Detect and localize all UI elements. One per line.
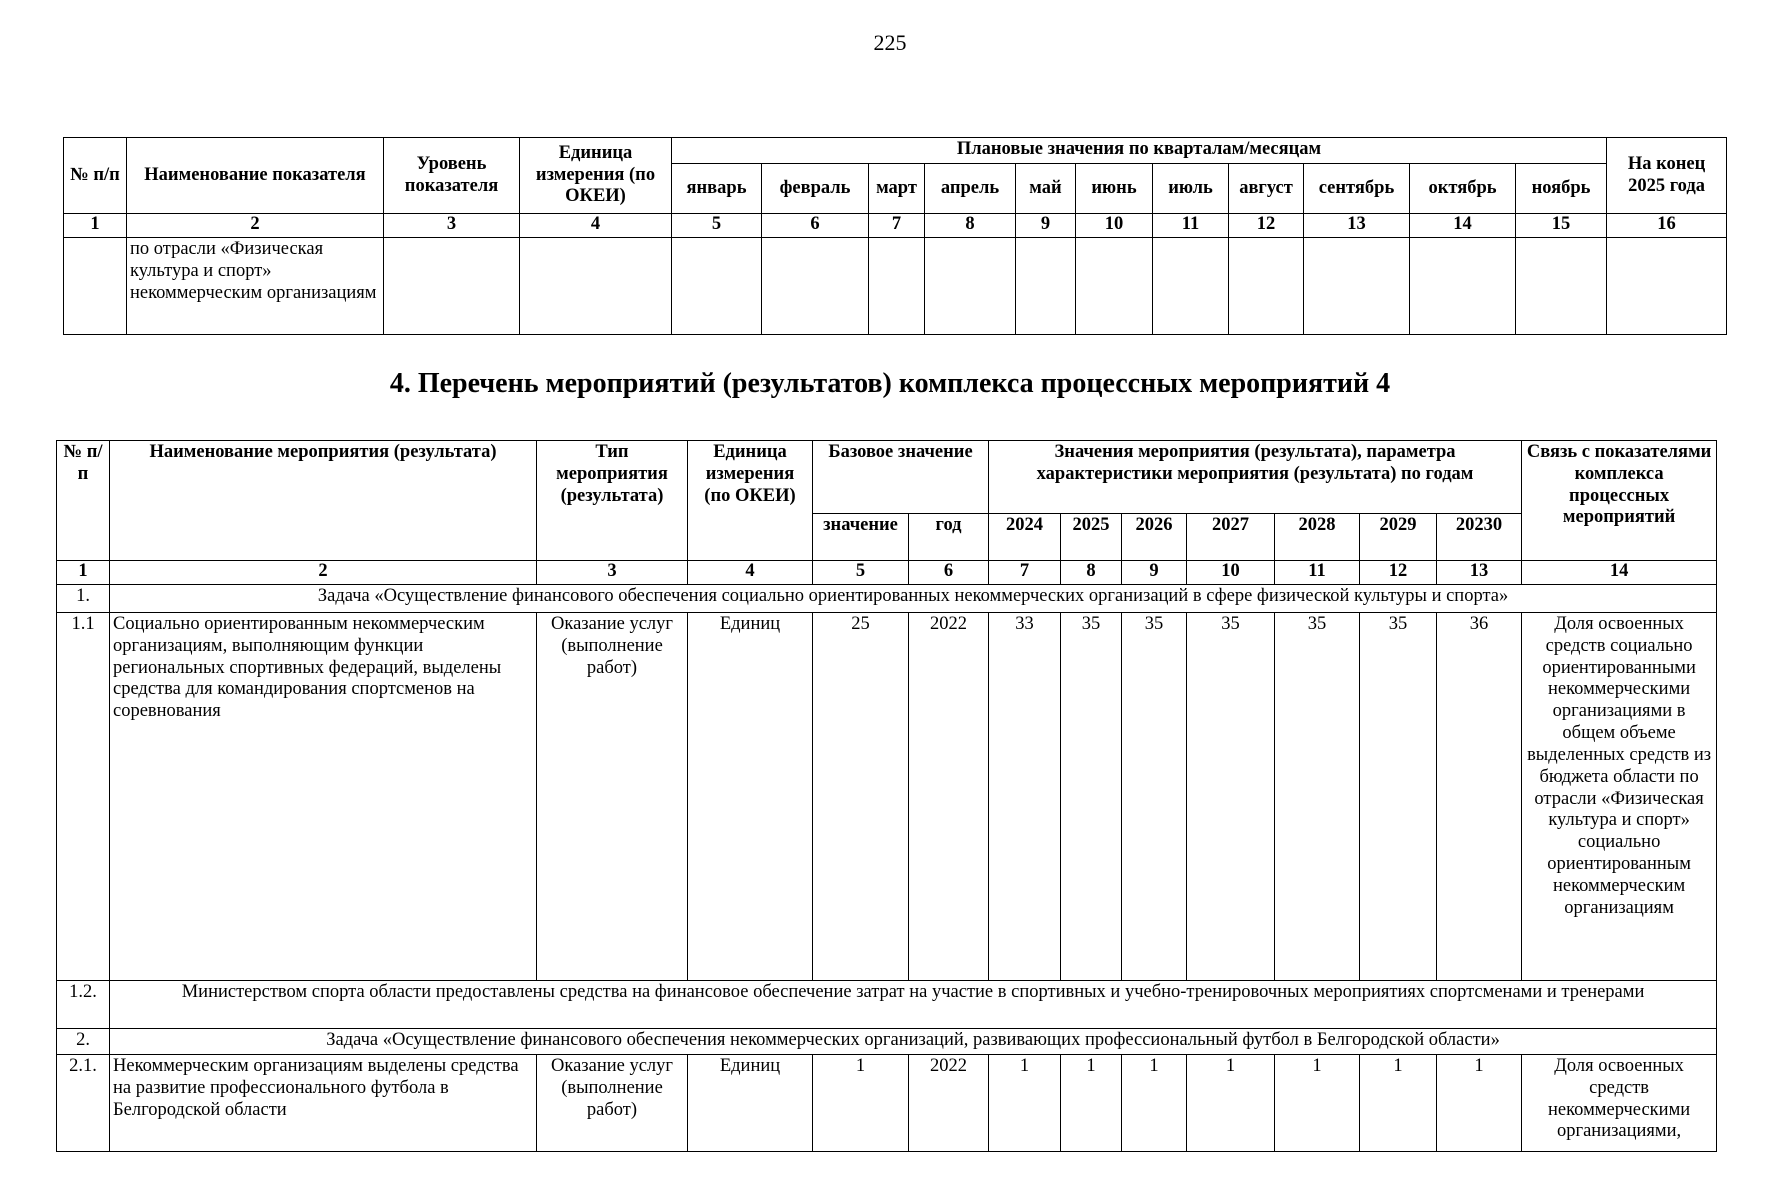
year-header: 2026 bbox=[1122, 514, 1187, 561]
year-value: 1 bbox=[1122, 1055, 1187, 1152]
col-number: 13 bbox=[1437, 561, 1522, 585]
task-title: Задача «Осуществление финансового обеспечения некоммерческих организаций, развивающих профессиональный футбол в Белгородской области» bbox=[110, 1029, 1717, 1055]
col-header-name: Наименование мероприятия (результата) bbox=[110, 441, 537, 561]
col-header-unit: Единица измерения (по ОКЕИ) bbox=[520, 138, 672, 214]
measure-type: Оказание услуг (выполнение работ) bbox=[537, 613, 688, 981]
col-header-num: № п/п bbox=[64, 138, 127, 214]
year-value: 1 bbox=[1437, 1055, 1522, 1152]
measure-name: Социально ориентированным некоммерческим организациям, выполняющим функции региональных спортивных федераций, выделены средства для командирования спортсменов на соревнования bbox=[110, 613, 537, 981]
year-value: 1 bbox=[1275, 1055, 1360, 1152]
page-number: 225 bbox=[873, 30, 907, 55]
measure-unit: Единиц bbox=[688, 613, 813, 981]
year-value: 1 bbox=[989, 1055, 1061, 1152]
month-header: октябрь bbox=[1410, 164, 1516, 214]
year-header: 20230 bbox=[1437, 514, 1522, 561]
empty-cell bbox=[1516, 238, 1607, 335]
col-number: 16 bbox=[1607, 214, 1727, 238]
task-number: 1. bbox=[57, 585, 110, 613]
year-header: 2029 bbox=[1360, 514, 1437, 561]
row-text: Министерством спорта области предоставлены средства на финансовое обеспечение затрат на участие в спортивных и учебно-тренировочных мероприятиях спортсменами и тренерами bbox=[110, 981, 1717, 1029]
row-number: 1.2. bbox=[57, 981, 110, 1029]
col-number: 1 bbox=[57, 561, 110, 585]
col-number: 2 bbox=[127, 214, 384, 238]
col-header-base-value: значение bbox=[813, 514, 909, 561]
col-header-level: Уровень показателя bbox=[384, 138, 520, 214]
col-header-type: Тип мероприятия (результата) bbox=[537, 441, 688, 561]
task-number: 2. bbox=[57, 1029, 110, 1055]
col-number: 12 bbox=[1360, 561, 1437, 585]
col-number: 5 bbox=[813, 561, 909, 585]
measures-table bbox=[56, 440, 1717, 1152]
empty-cell bbox=[869, 238, 925, 335]
linked-indicator: Доля освоенных средств некоммерческими организациями, bbox=[1522, 1055, 1717, 1152]
col-header-link: Связь с показателями комплекса процессных мероприятий bbox=[1522, 441, 1717, 561]
col-number: 14 bbox=[1410, 214, 1516, 238]
empty-cell bbox=[384, 238, 520, 335]
month-header: июль bbox=[1153, 164, 1229, 214]
col-header-values-group: Значения мероприятия (результата), параметра характеристики мероприятия (результата) по годам bbox=[989, 441, 1522, 514]
measure-unit: Единиц bbox=[688, 1055, 813, 1152]
month-header: ноябрь bbox=[1516, 164, 1607, 214]
col-number: 1 bbox=[64, 214, 127, 238]
month-header: февраль bbox=[762, 164, 869, 214]
measure-name: Некоммерческим организациям выделены средства на развитие профессионального футбола в Белгородской области bbox=[110, 1055, 537, 1152]
col-header-unit: Единица измерения (по ОКЕИ) bbox=[688, 441, 813, 561]
month-header: сентябрь bbox=[1304, 164, 1410, 214]
month-header: январь bbox=[672, 164, 762, 214]
col-number: 4 bbox=[520, 214, 672, 238]
col-number: 8 bbox=[1061, 561, 1122, 585]
col-header-plan-group: Плановые значения по кварталам/месяцам bbox=[672, 138, 1607, 164]
col-header-num: № п/п bbox=[57, 441, 110, 561]
col-number: 10 bbox=[1076, 214, 1153, 238]
base-value: 25 bbox=[813, 613, 909, 981]
col-number: 7 bbox=[869, 214, 925, 238]
month-header: апрель bbox=[925, 164, 1016, 214]
month-header: май bbox=[1016, 164, 1076, 214]
col-number: 10 bbox=[1187, 561, 1275, 585]
col-number: 11 bbox=[1153, 214, 1229, 238]
row-number: 1.1 bbox=[57, 613, 110, 981]
empty-cell bbox=[1304, 238, 1410, 335]
col-number: 7 bbox=[989, 561, 1061, 585]
col-header-name: Наименование показателя bbox=[127, 138, 384, 214]
year-value: 35 bbox=[1360, 613, 1437, 981]
col-number: 2 bbox=[110, 561, 537, 585]
col-number: 15 bbox=[1516, 214, 1607, 238]
empty-cell bbox=[925, 238, 1016, 335]
empty-cell bbox=[1410, 238, 1516, 335]
month-header: июнь bbox=[1076, 164, 1153, 214]
year-header: 2027 bbox=[1187, 514, 1275, 561]
col-number: 3 bbox=[384, 214, 520, 238]
year-header: 2028 bbox=[1275, 514, 1360, 561]
col-number: 6 bbox=[909, 561, 989, 585]
year-value: 35 bbox=[1122, 613, 1187, 981]
year-value: 33 bbox=[989, 613, 1061, 981]
base-value: 1 bbox=[813, 1055, 909, 1152]
row-number: 2.1. bbox=[57, 1055, 110, 1152]
empty-cell bbox=[64, 238, 127, 335]
col-number: 12 bbox=[1229, 214, 1304, 238]
base-year: 2022 bbox=[909, 1055, 989, 1152]
year-value: 35 bbox=[1187, 613, 1275, 981]
year-value: 36 bbox=[1437, 613, 1522, 981]
indicators-plan-table bbox=[63, 137, 1727, 335]
col-number: 9 bbox=[1016, 214, 1076, 238]
month-header: август bbox=[1229, 164, 1304, 214]
col-number: 9 bbox=[1122, 561, 1187, 585]
empty-cell bbox=[1607, 238, 1727, 335]
section-title: 4. Перечень мероприятий (результатов) комплекса процессных мероприятий 4 bbox=[389, 368, 1391, 399]
year-value: 35 bbox=[1275, 613, 1360, 981]
year-header: 2025 bbox=[1061, 514, 1122, 561]
col-number: 8 bbox=[925, 214, 1016, 238]
col-number: 11 bbox=[1275, 561, 1360, 585]
year-value: 35 bbox=[1061, 613, 1122, 981]
month-header: март bbox=[869, 164, 925, 214]
col-header-base-year: год bbox=[909, 514, 989, 561]
measure-type: Оказание услуг (выполнение работ) bbox=[537, 1055, 688, 1152]
empty-cell bbox=[1016, 238, 1076, 335]
empty-cell bbox=[1076, 238, 1153, 335]
indicator-name-continued: по отрасли «Физическая культура и спорт» некоммерческим организациям bbox=[127, 238, 384, 335]
col-number: 3 bbox=[537, 561, 688, 585]
empty-cell bbox=[520, 238, 672, 335]
col-number: 5 bbox=[672, 214, 762, 238]
year-header: 2024 bbox=[989, 514, 1061, 561]
col-number: 13 bbox=[1304, 214, 1410, 238]
base-year: 2022 bbox=[909, 613, 989, 981]
col-number: 4 bbox=[688, 561, 813, 585]
col-number: 14 bbox=[1522, 561, 1717, 585]
year-value: 1 bbox=[1061, 1055, 1122, 1152]
task-title: Задача «Осуществление финансового обеспечения социально ориентированных некоммерческих организаций в сфере физической культуры и спорта» bbox=[110, 585, 1717, 613]
linked-indicator: Доля освоенных средств социально ориентированными некоммерческими организациями в общем объеме выделенных средств из бюджета области по отрасли «Физическая культура и спорт» социально ориентированным некоммерческим организациям bbox=[1522, 613, 1717, 981]
year-value: 1 bbox=[1360, 1055, 1437, 1152]
col-number: 6 bbox=[762, 214, 869, 238]
empty-cell bbox=[672, 238, 762, 335]
empty-cell bbox=[1153, 238, 1229, 335]
col-header-end-of-year: На конец 2025 года bbox=[1607, 138, 1727, 214]
empty-cell bbox=[762, 238, 869, 335]
year-value: 1 bbox=[1187, 1055, 1275, 1152]
col-header-base: Базовое значение bbox=[813, 441, 989, 514]
empty-cell bbox=[1229, 238, 1304, 335]
